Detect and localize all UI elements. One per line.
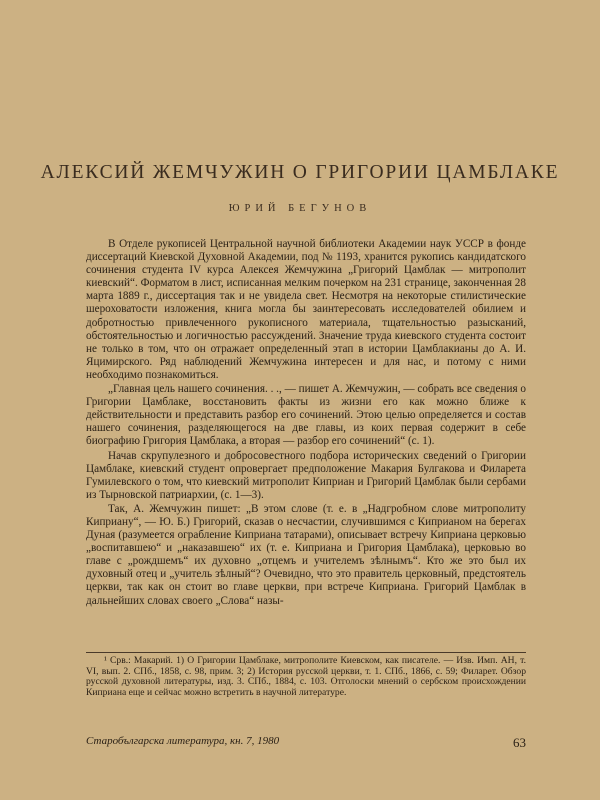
paragraph-3: Начав скрупулезного и добросовестного подбора исторических сведений о Григории Цамблаке, киевский студент опровергает предположение Макария Булгакова и Филарета Гумилевского о том, что киевский митрополит Киприан и Григорий Цамблак были сербами из Тырновской патриархии, (с. 1—3).	[86, 449, 526, 501]
footnote	[86, 656, 526, 698]
article-body	[86, 238, 526, 609]
page-number: 63	[513, 735, 526, 750]
article-title: АЛЕКСИЙ ЖЕМЧУЖИН О ГРИГОРИИ ЦАМБЛАКЕ	[40, 162, 560, 183]
paragraph-2: „Главная цель нашего сочинения. . ., — пишет А. Жемчужин, — собрать все сведения о Григории Цамблаке, восстановить факты из жизни его как можно ближе к действительности и представить разбор его сочинений. Этою целью определяется и состав нашего сочинения, разделяющегося на две главы, из коих первая содержит в себе биографию Григория Цамблака, а вторая — разбор его сочинений“ (с. 1).	[86, 383, 526, 448]
footnote-text: ¹ Срв.: Макарий. 1) О Григории Цамблаке, митрополите Киевском, как писателе. — Изв. Имп. АН, т. VI, вып. 2. СПб., 1858, с. 98, прим. 3; 2) История русской церкви, т. 1. СПб., 1866, с. 59; Филарет. Обзор русской духовной литературы, изд. 3. СПб., 1884, с. 103. Отголоски мнений о сербском происхождении Киприана еще и сейчас можно встретить в научной литературе.	[86, 655, 526, 698]
page-footer	[86, 735, 526, 751]
article-author: ЮРИЙ БЕГУНОВ	[228, 203, 372, 214]
journal-citation: Старобългарска литература, кн. 7, 1980	[86, 735, 280, 747]
footnote-divider	[86, 652, 526, 653]
paragraph-4: Так, А. Жемчужин пишет: „В этом слове (т. е. в „Надгробном слове митрополиту Киприану“, — Ю. Б.) Григорий, сказав о несчастии, случившимся с Киприаном на берегах Дуная (разумеется ограбление Киприана татарами), описывает встречу Киприана церковью „воспитавшею“ и „наказавшею“ их (т. е. Киприана и Григория Цамблака), церковью во главе с „рождшемъ“ их духовно „отцемъ и учителемъ зѣлнымъ“. Кто же это был их духовный отец и „учитель зѣлный“? Очевидно, что это правитель церковный, предстоятель церкви, так как он стоит во главе церкви, при встрече Киприана. Григорий Цамблак в дальнейших словах своего „Слова“ назы-	[86, 502, 526, 607]
paragraph-1: В Отделе рукописей Центральной научной библиотеки Академии наук УССР в фонде диссертаций Киевской Духовной Академии, под № 1193, хранится рукопись кандидатского сочинения студента IV курса Алексея Жемчужина „Григорий Цамблак — митрополит киевский“. Форматом в лист, исписанная мелким почерком на 231 странице, законченная 28 марта 1889 г., диссертация так и не увидела свет. Несмотря на некоторые стилистические шероховатости изложения, книга могла бы заинтересовать исследователей обилием и добротностью привлеченного рукописного материала, тщательностью разысканий, обстоятельностью и логичностью рассуждений. Значение труда киевского студента состоит не только в том, что он отражает определенный этап в истории Цамблакианы до А. И. Яцимирского. Ряд наблюдений Жемчужина интересен и для нас, и потому с ними необходимо познакомиться.	[86, 238, 526, 381]
